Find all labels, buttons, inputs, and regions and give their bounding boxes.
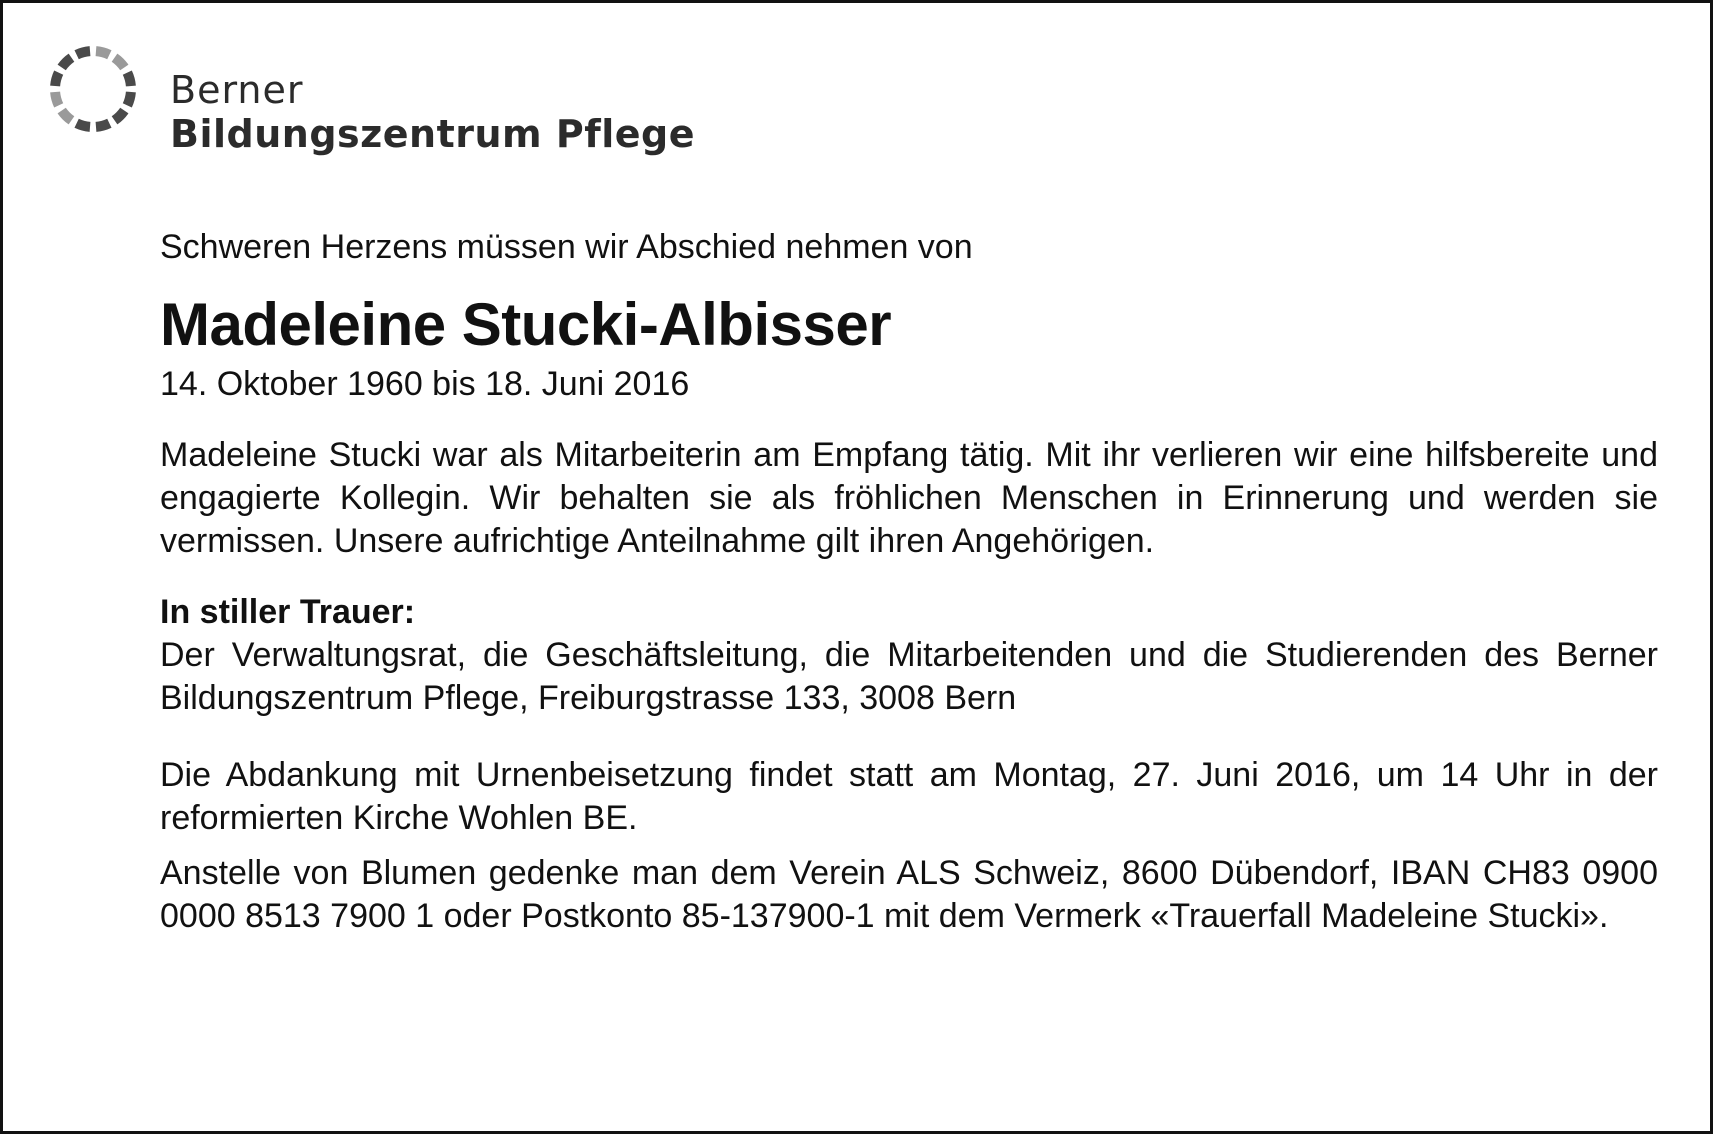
mourning-heading: In stiller Trauer:: [160, 593, 416, 631]
deceased-name: Madeleine Stucki-Albisser: [160, 291, 892, 358]
logo-line-1: Berner: [170, 68, 304, 112]
logo-ring-segment: [77, 123, 90, 127]
mourning-signatories: Der Verwaltungsrat, die Geschäftsleitung, die Mitarbeitenden und die Studierenden des Berner Bildungszentrum Pflege, Freiburgstrasse 133, 3008 Bern: [160, 636, 1658, 717]
ceremony-paragraph: Die Abdankung mit Urnenbeisetzung findet statt am Montag, 27. Juni 2016, um 14 Uhr in der reformierten Kirche Wohlen BE.: [160, 756, 1658, 837]
logo-ring-segment: [96, 123, 109, 127]
logo-ring-segment: [62, 111, 72, 121]
logo-line-2: Bildungszentrum Pflege: [170, 112, 696, 156]
logo-ring-segment: [127, 92, 131, 105]
ring-logo-icon: [48, 44, 148, 144]
organization-logo: [48, 44, 748, 174]
logo-ring-segment: [55, 92, 59, 105]
obituary-content: [160, 226, 1658, 938]
logo-ring-segment: [127, 73, 131, 86]
tribute-paragraph: Madeleine Stucki war als Mitarbeiterin am Empfang tätig. Mit ihr verlieren wir eine hilfsbereite und engagierte Kollegin. Wir behalten sie als fröhlichen Menschen in Erinnerung und werden sie vermissen. Unsere aufrichtige Anteilnahme gilt ihren Angehörigen.: [160, 436, 1658, 560]
donation-paragraph: Anstelle von Blumen gedenke man dem Verein ALS Schweiz, 8600 Dübendorf, IBAN CH83 0900 0000 8513 7900 1 oder Postkonto 85-137900-1 mit dem Vermerk «Trauerfall Madeleine Stucki».: [160, 854, 1658, 935]
logo-ring-segment: [96, 51, 109, 55]
logo-wordmark: [170, 68, 695, 156]
intro-text: Schweren Herzens müssen wir Abschied nehmen von: [160, 228, 973, 266]
logo-ring-segment: [77, 51, 90, 55]
logo-ring-segment: [115, 58, 125, 68]
logo-ring-segment: [55, 73, 59, 86]
life-dates: 14. Oktober 1960 bis 18. Juni 2016: [160, 365, 690, 403]
logo-ring-segment: [115, 111, 125, 121]
logo-ring-segment: [62, 58, 72, 68]
